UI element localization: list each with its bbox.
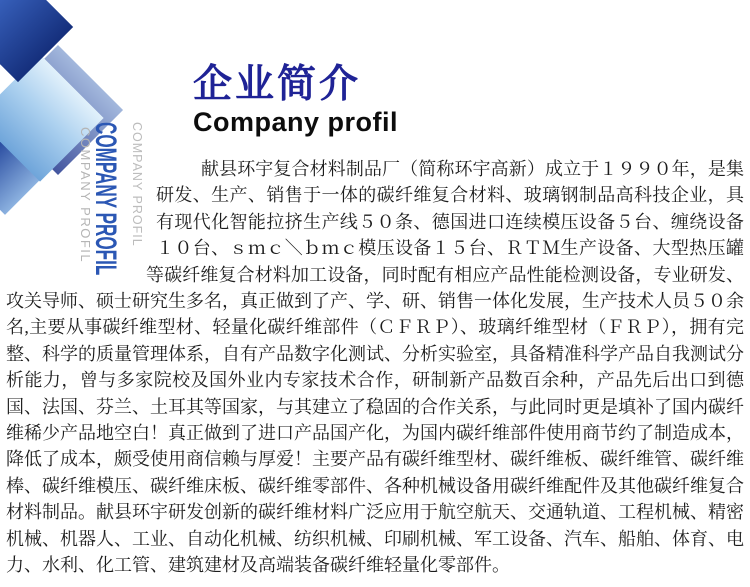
watermark-company-profil-right: COMPANY PROFIL <box>130 122 144 247</box>
page-header <box>0 0 750 137</box>
text-wrap-spacer-wide <box>6 156 156 261</box>
watermark-company-profil-left: COMPANY PROFIL <box>78 127 93 264</box>
watermark-company-profil-blue: COMPANY PROFIL <box>89 122 122 276</box>
page-title-chinese: 企业简介 <box>193 63 362 106</box>
profile-content <box>6 156 744 579</box>
text-wrap-spacer-narrow <box>6 261 146 287</box>
company-profile-paragraph: 献县环宇复合材料制品厂（简称环宇高新）成立于１９９０年，是集研发、生产、销售于一体的碳纤维复合材料、玻璃钢制品高科技企业，具有现代化智能拉挤生产线５０条、德国进口连续模压设备５台、缠绕设备１０台、ｓｍｃ＼ｂｍｃ模压设备１５台、ＲＴＭ生产设备、大型热压罐等碳纤维复合材料加工设备，同时配有相应产品性能检测设备，专业研发、攻关导师、硕士研究生多名，真正做到了产、学、研、销售一体化发展，生产技术人员５０余名,主要从事碳纤维型材、轻量化碳纤维部件（ＣＦＲＰ）、玻璃纤维型材（ＦＲＰ），拥有完整、科学的质量管理体系，自有产品数字化测试、分析实验室，具备精准科学产品自我测试分析能力，曾与多家院校及国外业内专家技术合作，研制新产品数百余种，产品先后出口到德国、法国、芬兰、土耳其等国家，与其建立了稳固的合作关系，与此同时更是填补了国内碳纤维稀少产品地空白！真正做到了进口产品国产化，为国内碳纤维部件使用商节约了制造成本，降低了成本，颇受使用商信赖与厚爱！主要产品有碳纤维型材、碳纤维板、碳纤维管、碳纤维棒、碳纤维模压、碳纤维床板、碳纤维零部件、各种机械设备用碳纤维配件及其他碳纤维复合材料制品。献县环宇研发创新的碳纤维材料广泛应用于航空航天、交通轨道、工程机械、精密机械、机器人、工业、自动化机械、纺织机械、印刷机械、军工设备、汽车、船舶、体育、电力、水利、化工管、建筑建材及高端装备碳纤维轻量化零部件。 <box>6 159 744 576</box>
page-title-english: Company profil <box>193 107 399 137</box>
